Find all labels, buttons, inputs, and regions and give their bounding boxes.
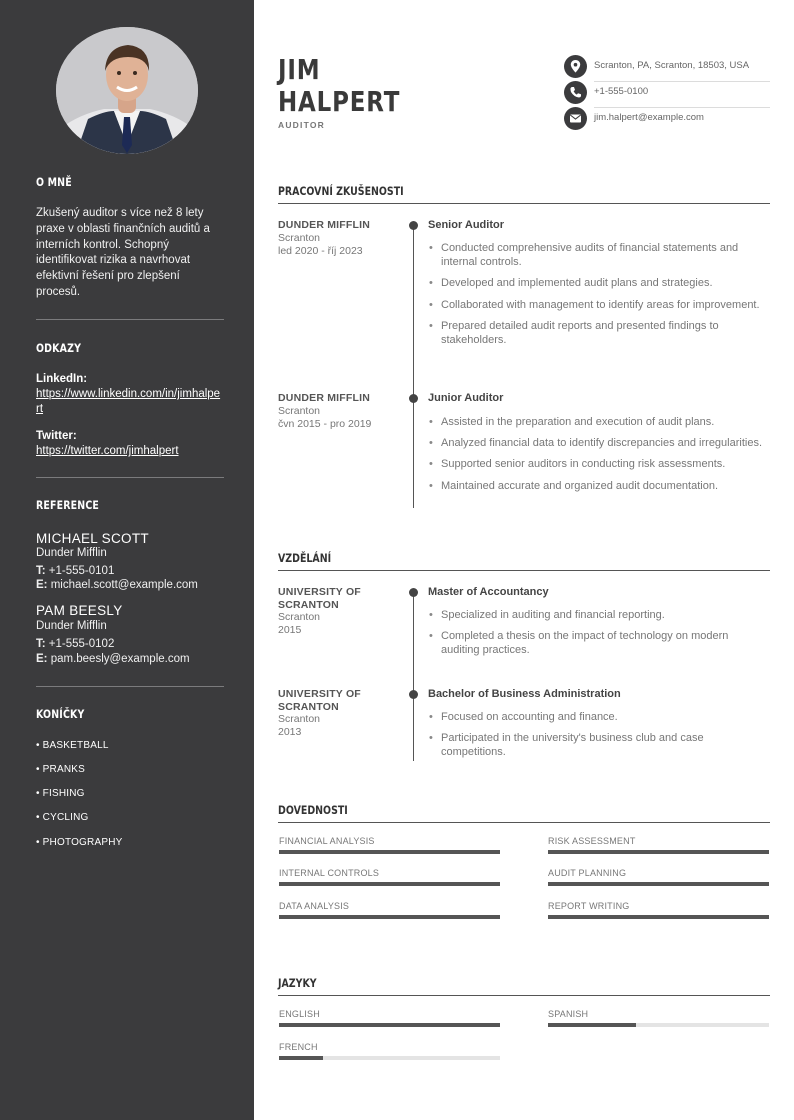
experience-dates: led 2020 - říj 2023 (278, 245, 363, 257)
hobby-item: • CYCLING (36, 812, 89, 823)
list-item: • Analyzed financial data to identify discrepancies and irregularities. (428, 436, 766, 450)
language-bar-fill (279, 1056, 323, 1060)
skill-bar (279, 850, 500, 854)
skill-bar (279, 915, 500, 919)
hobbies-heading: KONÍČKY (36, 707, 85, 721)
skill-name: FINANCIAL ANALYSIS (279, 836, 375, 846)
skill-bar-fill (279, 850, 500, 854)
experience-location: Scranton (278, 232, 321, 244)
skill-bar-fill (548, 850, 769, 854)
list-item: • Prepared detailed audit reports and presented findings to stakeholders. (428, 319, 766, 347)
job-title: AUDITOR (278, 120, 325, 130)
experience-timeline (413, 226, 414, 508)
section-rule (278, 822, 770, 823)
hobby-item: • PRANKS (36, 764, 86, 775)
skill-bar (279, 882, 500, 886)
reference-phone (36, 565, 114, 577)
language-bar (279, 1023, 500, 1027)
experience-bullets (428, 415, 766, 500)
profile-photo (56, 27, 198, 154)
education-location: Scranton (278, 611, 321, 623)
skill-name: AUDIT PLANNING (548, 868, 627, 878)
phone-icon (564, 81, 587, 104)
envelope-icon (564, 107, 587, 130)
reference-email-value: michael.scott@example.com (50, 579, 198, 591)
reference-name: PAM BEESLY (36, 603, 123, 618)
education-year: 2013 (278, 726, 302, 738)
experience-heading: PRACOVNÍ ZKUŠENOSTI (278, 184, 404, 198)
language-name: FRENCH (279, 1042, 318, 1052)
skill-bar (548, 850, 769, 854)
list-item: • Supported senior auditors in conducting risk assessments. (428, 457, 766, 471)
reference-email (36, 653, 190, 665)
reference-name: MICHAEL SCOTT (36, 531, 149, 546)
divider (36, 477, 224, 478)
education-heading: VZDĚLÁNÍ (278, 551, 332, 565)
skill-bar-fill (548, 882, 769, 886)
list-item: • Conducted comprehensive audits of financial statements and internal controls. (428, 241, 766, 269)
contact-address (564, 55, 770, 81)
hobby-item: • FISHING (36, 788, 85, 799)
reference-company: Dunder Mifflin (36, 547, 107, 559)
references-heading: REFERENCE (36, 498, 100, 512)
contact-address-text: Scranton, PA, Scranton, 18503, USA (594, 60, 750, 71)
language-bar-fill (548, 1023, 636, 1027)
email-prefix: E: (36, 579, 48, 591)
list-item: • Collaborated with management to identify areas for improvement. (428, 298, 766, 312)
language-name: ENGLISH (279, 1009, 320, 1019)
list-item: • Completed a thesis on the impact of technology on modern auditing practices. (428, 629, 766, 657)
skills-heading: DOVEDNOSTI (278, 803, 348, 817)
list-item: • Specialized in auditing and financial reporting. (428, 608, 766, 622)
sidebar (0, 0, 254, 1120)
experience-company: DUNDER MIFFLIN (278, 219, 371, 231)
skill-item (548, 901, 769, 919)
section-rule (278, 995, 770, 996)
skill-bar (548, 915, 769, 919)
linkedin-label: LinkedIn: (36, 373, 88, 385)
skill-name: REPORT WRITING (548, 901, 630, 911)
contact-phone-text: +1-555-0100 (594, 86, 649, 97)
phone-prefix: T: (36, 638, 46, 650)
hobby-item: • BASKETBALL (36, 740, 109, 751)
experience-role: Senior Auditor (428, 219, 504, 231)
experience-role: Junior Auditor (428, 392, 504, 404)
linkedin-link[interactable]: https://www.linkedin.com/in/jimhalpert (36, 388, 221, 415)
contact-phone (564, 81, 770, 107)
list-item: • Developed and implemented audit plans and strategies. (428, 276, 766, 290)
education-school: UNIVERSITY OF SCRANTON (278, 688, 361, 713)
language-bar (548, 1023, 769, 1027)
twitter-link[interactable]: https://twitter.com/jimhalpert (36, 445, 179, 457)
skill-bar (548, 882, 769, 886)
language-item (279, 1009, 500, 1027)
skill-item (548, 868, 769, 886)
last-name: HALPERT (278, 85, 401, 118)
timeline-dot (409, 221, 418, 230)
list-item: • Participated in the university's business club and case competitions. (428, 731, 766, 759)
location-pin-icon (564, 55, 587, 78)
section-rule (278, 570, 770, 571)
timeline-dot (409, 588, 418, 597)
contact-email-text[interactable]: jim.halpert@example.com (594, 112, 704, 123)
skill-bar-fill (279, 882, 500, 886)
education-bullets (428, 710, 766, 767)
language-bar-fill (279, 1023, 500, 1027)
experience-dates: čvn 2015 - pro 2019 (278, 418, 372, 430)
language-item (548, 1009, 769, 1027)
education-degree: Bachelor of Business Administration (428, 688, 621, 700)
education-degree: Master of Accountancy (428, 586, 549, 598)
languages-heading: JAZYKY (278, 976, 317, 990)
skill-item (279, 836, 500, 854)
timeline-dot (409, 690, 418, 699)
section-rule (278, 203, 770, 204)
skill-bar-fill (548, 915, 769, 919)
portrait-image (56, 27, 198, 154)
education-location: Scranton (278, 713, 321, 725)
skill-item (279, 868, 500, 886)
language-name: SPANISH (548, 1009, 589, 1019)
skill-name: RISK ASSESSMENT (548, 836, 636, 846)
first-name: JIM (278, 53, 321, 86)
skill-name: INTERNAL CONTROLS (279, 868, 380, 878)
divider (36, 686, 224, 687)
education-timeline (413, 593, 414, 761)
experience-bullets (428, 241, 766, 354)
language-item (279, 1042, 500, 1060)
reference-phone (36, 638, 114, 650)
about-text: Zkušený auditor s více než 8 lety praxe v oblasti finančních auditů a interních kontrol. Schopný identifikovat rizika a navrhovat efektivní řešení pro zlepšení procesů. (36, 207, 210, 298)
hobby-item: • PHOTOGRAPHY (36, 837, 123, 848)
about-heading: O MNĚ (36, 175, 72, 189)
list-item: • Assisted in the preparation and execution of audit plans. (428, 415, 766, 429)
list-item: • Focused on accounting and finance. (428, 710, 766, 724)
divider (36, 319, 224, 320)
skill-name: DATA ANALYSIS (279, 901, 350, 911)
reference-email (36, 579, 198, 591)
phone-prefix: T: (36, 565, 46, 577)
contact-email (564, 107, 770, 133)
timeline-dot (409, 394, 418, 403)
language-bar (279, 1056, 500, 1060)
experience-company: DUNDER MIFFLIN (278, 392, 371, 404)
list-item: • Maintained accurate and organized audit documentation. (428, 479, 766, 493)
education-year: 2015 (278, 624, 302, 636)
links-heading: ODKAZY (36, 341, 82, 355)
skill-item (548, 836, 769, 854)
education-bullets (428, 608, 766, 665)
reference-email-value: pam.beesly@example.com (50, 653, 190, 665)
twitter-label: Twitter: (36, 430, 77, 442)
reference-company: Dunder Mifflin (36, 620, 107, 632)
skill-bar-fill (279, 915, 500, 919)
experience-location: Scranton (278, 405, 321, 417)
reference-phone-value: +1-555-0101 (48, 565, 115, 577)
education-school: UNIVERSITY OF SCRANTON (278, 586, 361, 611)
skill-item (279, 901, 500, 919)
email-prefix: E: (36, 653, 48, 665)
reference-phone-value: +1-555-0102 (48, 638, 115, 650)
